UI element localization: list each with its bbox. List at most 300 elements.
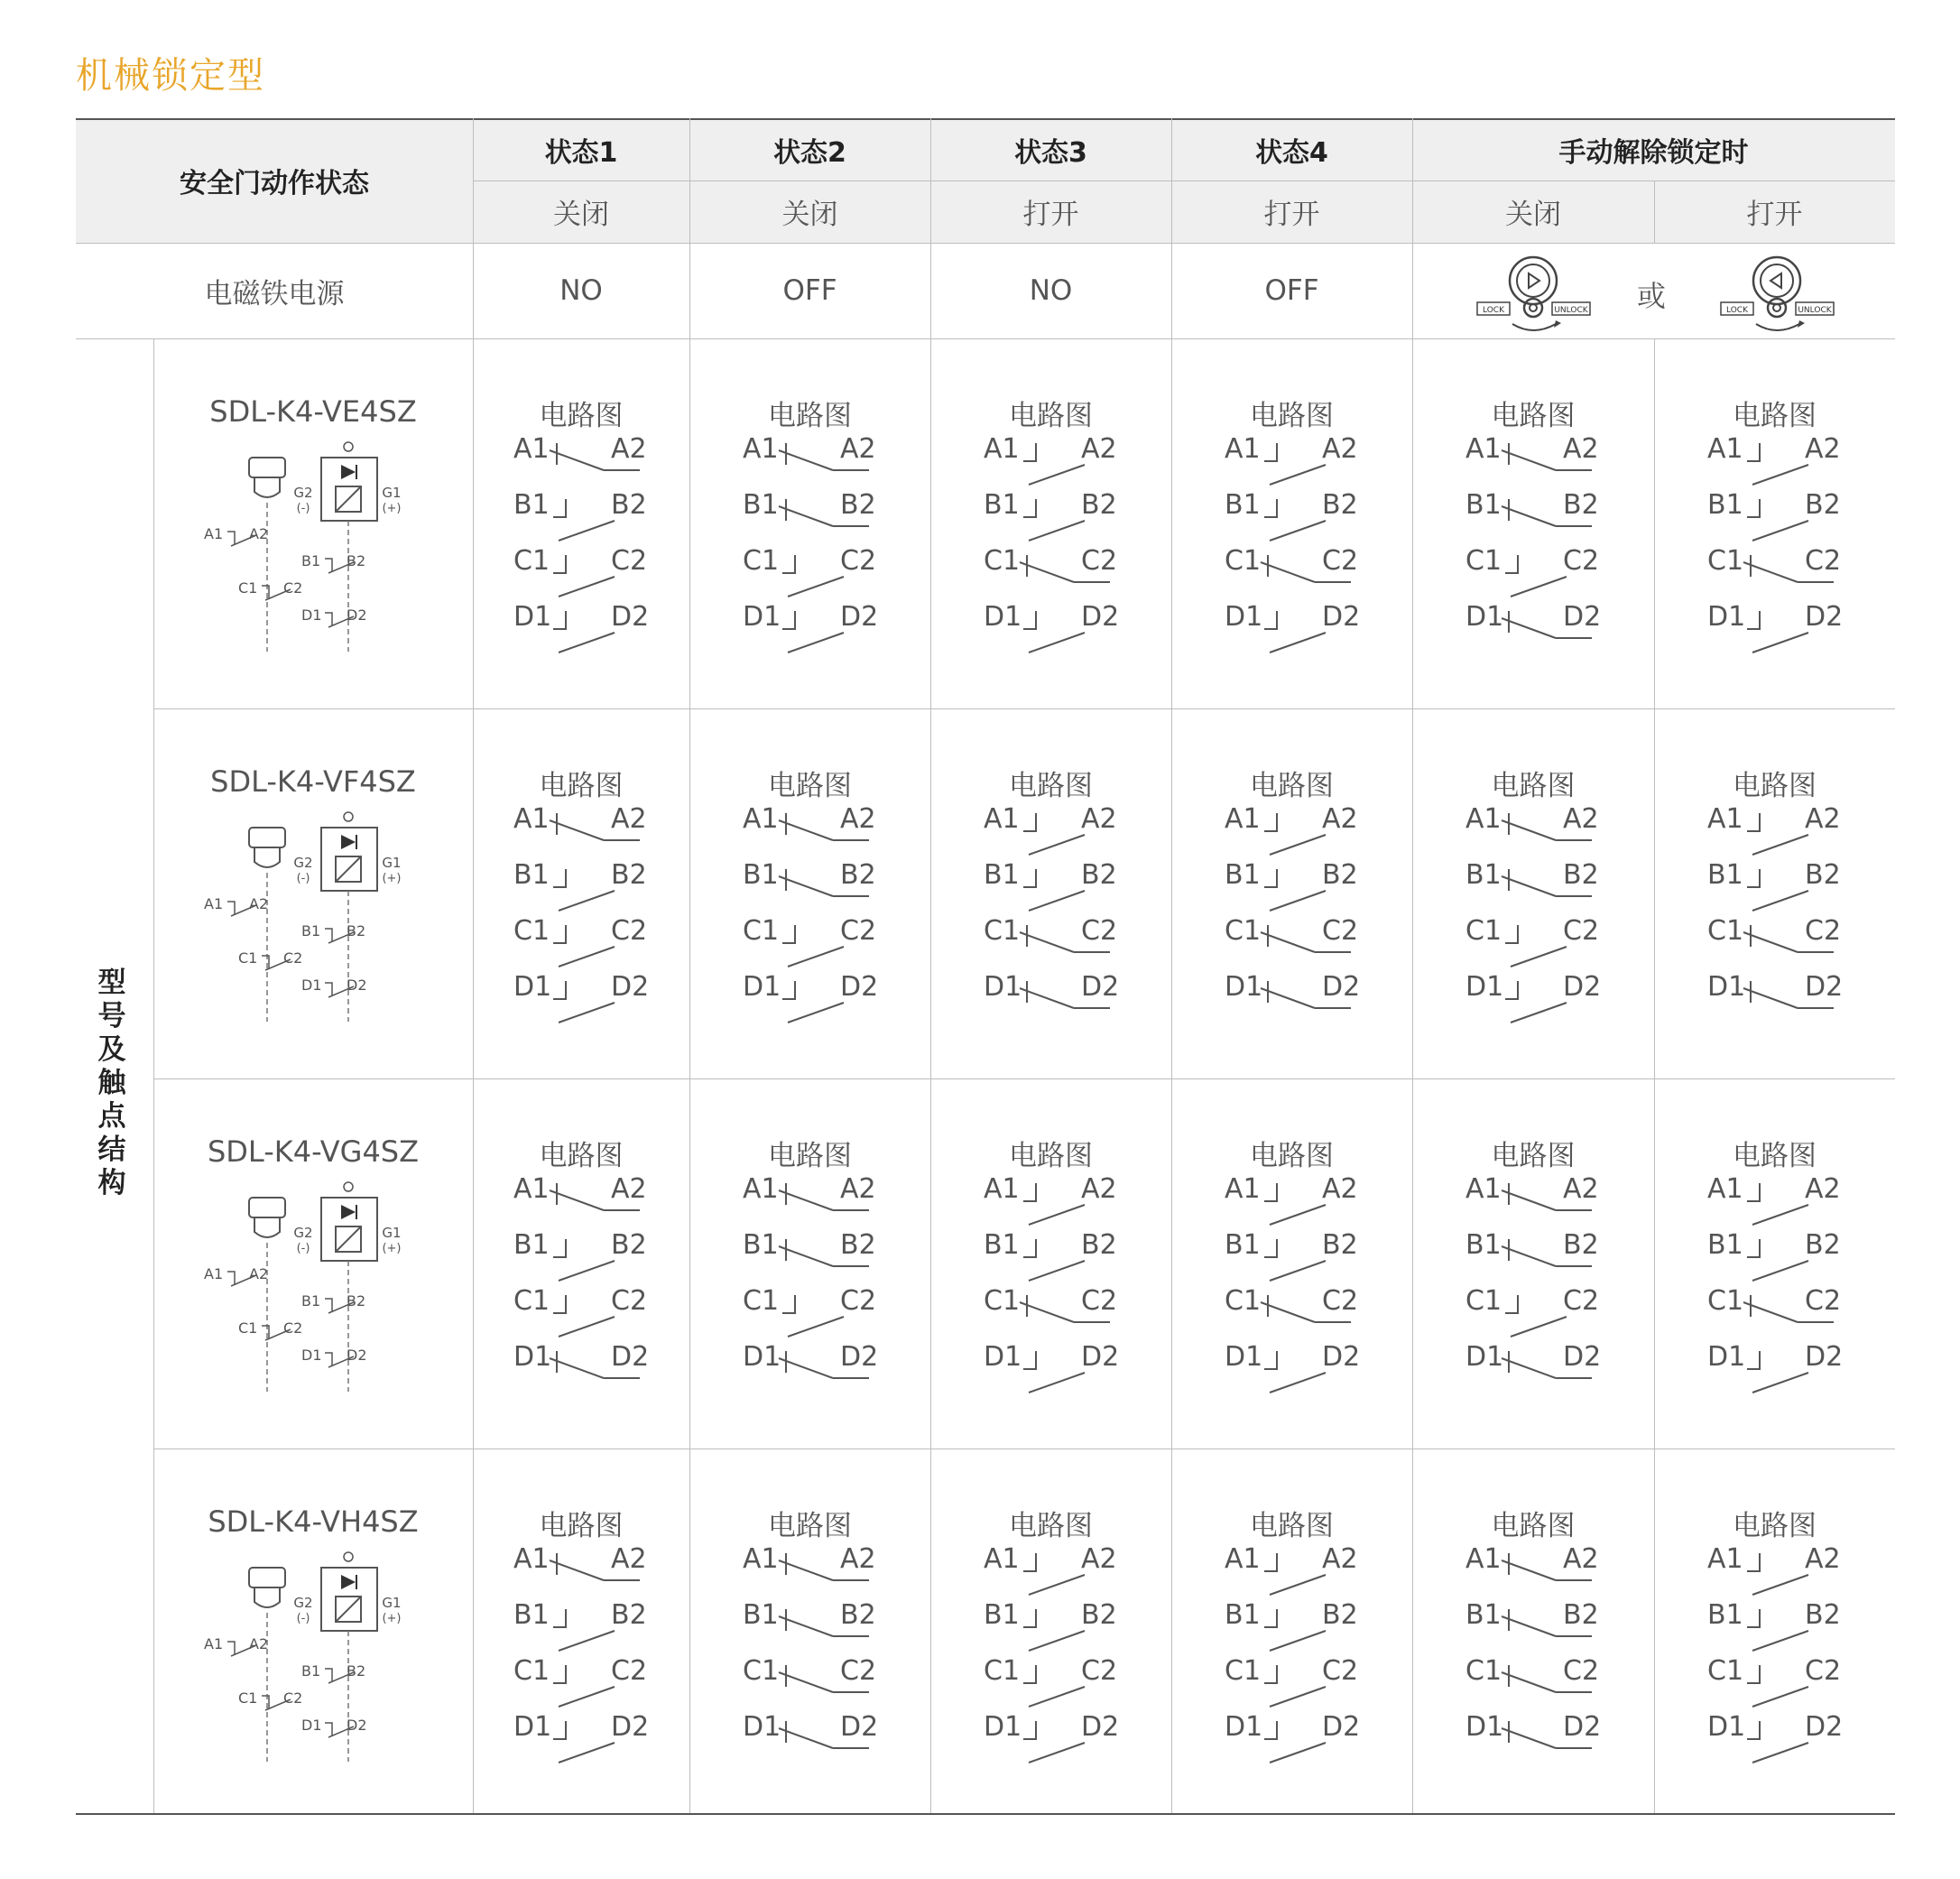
- contact-label-D2: D2: [840, 1711, 879, 1743]
- contact-label-C1: C1: [513, 1285, 550, 1317]
- circuit-title: 电路图: [1009, 400, 1093, 432]
- open-contact: [1747, 1609, 1760, 1627]
- contact-label-D2: D2: [1322, 971, 1361, 1003]
- contact-diagram: [743, 430, 896, 665]
- schematic-contact-D1: D1: [301, 1347, 322, 1364]
- contact-label-B1: B1: [1465, 489, 1502, 521]
- model-name: SDL-K4-VH4SZ: [208, 1504, 419, 1539]
- state-1-door: 关闭: [553, 199, 609, 231]
- knob-unlock-label: UNLOCK: [1554, 306, 1588, 315]
- contact-label-B2: B2: [840, 1229, 876, 1261]
- contact-label-A1: A1: [743, 1543, 779, 1575]
- schematic-contact-A1: A1: [204, 895, 224, 912]
- circuit-title: 电路图: [768, 1140, 852, 1172]
- contact-diagram: [513, 1541, 667, 1775]
- contact-label-D2: D2: [1322, 1341, 1361, 1373]
- circuit-diagram: [930, 1503, 1171, 1773]
- g2-sign: (-): [296, 502, 310, 515]
- contact-diagram: [1707, 430, 1861, 665]
- contact-label-D2: D2: [1805, 1341, 1844, 1373]
- contact-label-D1: D1: [513, 1711, 552, 1743]
- contact-label-B1: B1: [984, 1229, 1020, 1261]
- contact-label-A2: A2: [1322, 1173, 1358, 1205]
- side-label-model-contacts: [85, 967, 139, 1200]
- schematic-contact-A1: A1: [204, 1635, 224, 1652]
- schematic-contact-B1: B1: [301, 922, 321, 940]
- schematic-contact-D1: D1: [301, 1717, 322, 1734]
- contact-label-D1: D1: [1225, 601, 1263, 633]
- open-contact: [1747, 611, 1760, 629]
- led-diode-icon: [341, 1575, 356, 1589]
- circuit-title: 电路图: [1733, 400, 1817, 432]
- contact-label-A2: A2: [1081, 433, 1117, 465]
- state-4-header: 状态4: [1255, 136, 1328, 169]
- g1-sign: (+): [382, 872, 402, 885]
- open-contact: [1023, 499, 1036, 517]
- g2-sign: (-): [296, 1612, 310, 1625]
- open-contact: [1023, 1609, 1036, 1627]
- contact-label-B2: B2: [611, 1229, 647, 1261]
- circuit-title: 电路图: [1250, 1140, 1334, 1172]
- contact-label-C1: C1: [1465, 915, 1502, 947]
- contact-label-B1: B1: [1465, 859, 1502, 891]
- key-icon: [249, 458, 285, 477]
- contact-label-B2: B2: [1563, 489, 1599, 521]
- contact-label-A1: A1: [1225, 1173, 1261, 1205]
- key-icon: [249, 1198, 285, 1217]
- schematic-contact-C1: C1: [238, 579, 258, 597]
- contact-label-C1: C1: [1707, 915, 1744, 947]
- contact-label-A1: A1: [1225, 1543, 1261, 1575]
- grid-line-h5: [153, 1078, 1895, 1079]
- circuit-diagram: [689, 1133, 930, 1403]
- contact-label-A2: A2: [611, 803, 647, 835]
- contact-label-C2: C2: [1322, 1285, 1359, 1317]
- contact-label-C1: C1: [513, 915, 550, 947]
- contact-diagram: [1465, 430, 1619, 665]
- contact-label-B2: B2: [1805, 1599, 1841, 1631]
- contact-label-C1: C1: [743, 1655, 780, 1687]
- circuit-title: 电路图: [1491, 400, 1576, 432]
- contact-label-B2: B2: [1805, 1229, 1841, 1261]
- contact-label-B2: B2: [1322, 1229, 1358, 1261]
- switch-schematic: [197, 1180, 404, 1396]
- open-contact: [1264, 869, 1277, 887]
- contact-label-A1: A1: [513, 1173, 550, 1205]
- contact-label-D2: D2: [1081, 1711, 1120, 1743]
- side-label-char: 号: [97, 1000, 126, 1032]
- contact-label-B1: B1: [1225, 1599, 1261, 1631]
- switch-schematic: [197, 440, 404, 656]
- contact-label-B1: B1: [1707, 859, 1743, 891]
- contact-label-B1: B1: [743, 1599, 779, 1631]
- g1-sign: (+): [382, 1242, 402, 1255]
- grid-line-v6: [1654, 180, 1655, 243]
- contact-label-A1: A1: [984, 1543, 1020, 1575]
- state-3-header: 状态3: [1014, 136, 1087, 169]
- side-label-char: 及: [97, 1033, 126, 1066]
- schematic-contact-C1: C1: [238, 949, 258, 967]
- circuit-diagram: [1171, 763, 1412, 1033]
- model-name: SDL-K4-VE4SZ: [209, 394, 417, 429]
- contact-label-D1: D1: [1465, 971, 1504, 1003]
- open-contact: [1505, 925, 1518, 943]
- contact-label-A2: A2: [840, 803, 876, 835]
- open-contact: [1023, 611, 1036, 629]
- knob-unlock-label-2: UNLOCK: [1798, 306, 1832, 315]
- contact-label-B2: B2: [840, 1599, 876, 1631]
- schematic-contact-C2: C2: [283, 949, 303, 967]
- g2-label: G2: [293, 1595, 313, 1611]
- contact-label-C2: C2: [840, 1655, 877, 1687]
- table-bottom-rule: [76, 1813, 1895, 1815]
- contact-label-C2: C2: [1563, 915, 1600, 947]
- contact-diagram: [984, 1171, 1137, 1405]
- led-diode-icon: [341, 465, 356, 479]
- open-contact: [553, 1239, 566, 1257]
- open-contact: [1264, 813, 1277, 831]
- contact-label-B2: B2: [1322, 489, 1358, 521]
- circuit-title: 电路图: [768, 1510, 852, 1542]
- contact-label-B1: B1: [984, 859, 1020, 891]
- contact-label-C2: C2: [611, 545, 648, 577]
- open-contact: [1264, 1553, 1277, 1571]
- open-contact: [1264, 1351, 1277, 1369]
- contact-diagram: [1707, 1541, 1861, 1775]
- contact-label-B1: B1: [1225, 859, 1261, 891]
- contact-label-B2: B2: [611, 489, 647, 521]
- contact-label-C1: C1: [1225, 915, 1262, 947]
- contact-label-A2: A2: [1081, 1543, 1117, 1575]
- contact-label-A1: A1: [513, 433, 550, 465]
- contact-label-C2: C2: [1081, 545, 1118, 577]
- contact-label-D2: D2: [611, 601, 650, 633]
- schematic-contact-D2: D2: [347, 1347, 367, 1364]
- contact-label-A1: A1: [984, 433, 1020, 465]
- contact-label-B2: B2: [1081, 1599, 1117, 1631]
- open-contact: [553, 555, 566, 573]
- power-state-3: NO: [1029, 274, 1073, 307]
- contact-diagram: [1465, 801, 1619, 1035]
- circuit-diagram: [473, 1503, 689, 1773]
- circuit-title: 电路图: [1491, 770, 1576, 802]
- open-contact: [1023, 1183, 1036, 1201]
- schematic-contact-B2: B2: [347, 922, 366, 940]
- schematic-contact-C1: C1: [238, 1689, 258, 1707]
- open-contact: [1023, 869, 1036, 887]
- contact-label-A2: A2: [1805, 803, 1841, 835]
- open-contact: [1023, 1239, 1036, 1257]
- open-contact: [1264, 499, 1277, 517]
- contact-label-A1: A1: [513, 1543, 550, 1575]
- contact-label-D2: D2: [1081, 1341, 1120, 1373]
- contact-label-C2: C2: [1805, 1655, 1842, 1687]
- contact-label-D1: D1: [513, 971, 552, 1003]
- grid-line-h1: [473, 180, 1895, 181]
- contact-label-B1: B1: [513, 859, 550, 891]
- open-contact: [553, 611, 566, 629]
- contact-label-D1: D1: [1225, 1711, 1263, 1743]
- contact-label-C1: C1: [743, 1285, 780, 1317]
- circuit-diagram: [930, 1133, 1171, 1403]
- circuit-title: 电路图: [1733, 770, 1817, 802]
- model-name: SDL-K4-VG4SZ: [207, 1134, 420, 1169]
- circuit-diagram: [1171, 1133, 1412, 1403]
- open-contact: [1264, 1665, 1277, 1683]
- g2-sign: (-): [296, 872, 310, 885]
- grid-line-h2: [76, 243, 1895, 244]
- side-label-char: 触: [97, 1067, 126, 1099]
- contact-label-C1: C1: [1225, 1655, 1262, 1687]
- schematic-contact-A2: A2: [249, 1265, 269, 1282]
- circuit-diagram: [689, 763, 930, 1033]
- contact-table: [76, 118, 1895, 1815]
- g2-label: G2: [293, 485, 313, 501]
- contact-label-A2: A2: [1081, 803, 1117, 835]
- contact-diagram: [1225, 430, 1378, 665]
- led-diode-icon: [341, 835, 356, 849]
- open-contact: [1264, 1239, 1277, 1257]
- contact-label-D1: D1: [1707, 1341, 1746, 1373]
- state-2-header: 状态2: [773, 136, 846, 169]
- open-contact: [782, 1295, 795, 1313]
- side-label-char: 结: [97, 1134, 126, 1166]
- power-state-2: OFF: [782, 274, 837, 307]
- contact-label-D2: D2: [1563, 1711, 1602, 1743]
- contact-label-C2: C2: [840, 1285, 877, 1317]
- contact-label-B2: B2: [1322, 859, 1358, 891]
- contact-label-C2: C2: [1805, 545, 1842, 577]
- contact-label-A1: A1: [1225, 803, 1261, 835]
- contact-label-A2: A2: [1322, 433, 1358, 465]
- circuit-title: 电路图: [1009, 1510, 1093, 1542]
- open-contact: [782, 611, 795, 629]
- g2-sign: (-): [296, 1242, 310, 1255]
- circuit-title: 电路图: [539, 1510, 624, 1542]
- or-text: 或: [1637, 279, 1667, 313]
- contact-label-D1: D1: [984, 971, 1022, 1003]
- contact-label-B2: B2: [1081, 489, 1117, 521]
- manual-open-door: 打开: [1746, 199, 1803, 231]
- contact-label-A2: A2: [611, 1173, 647, 1205]
- open-contact: [1023, 443, 1036, 461]
- open-contact: [553, 1665, 566, 1683]
- contact-label-A2: A2: [840, 433, 876, 465]
- circuit-diagram: [1412, 1503, 1654, 1773]
- contact-label-D1: D1: [1465, 1711, 1504, 1743]
- key-icon: [249, 828, 285, 847]
- contact-label-D2: D2: [611, 1341, 650, 1373]
- open-contact: [1023, 1721, 1036, 1739]
- contact-diagram: [743, 801, 896, 1035]
- schematic-contact-A2: A2: [249, 895, 269, 912]
- open-contact: [1264, 1721, 1277, 1739]
- contact-label-D1: D1: [984, 601, 1022, 633]
- schematic-contact-D1: D1: [301, 977, 322, 994]
- contact-diagram: [1707, 1171, 1861, 1405]
- g2-label: G2: [293, 1225, 313, 1241]
- g1-label: G1: [382, 485, 402, 501]
- contact-label-B1: B1: [513, 489, 550, 521]
- contact-label-B1: B1: [984, 489, 1020, 521]
- contact-label-D1: D1: [743, 971, 781, 1003]
- circuit-title: 电路图: [1733, 1510, 1817, 1542]
- contact-label-A2: A2: [611, 1543, 647, 1575]
- contact-label-D1: D1: [743, 1711, 781, 1743]
- circuit-diagram: [1654, 763, 1895, 1033]
- contact-label-A2: A2: [1563, 1173, 1599, 1205]
- circuit-diagram: [1412, 393, 1654, 663]
- open-contact: [553, 499, 566, 517]
- contact-label-B2: B2: [611, 859, 647, 891]
- contact-label-A1: A1: [743, 433, 779, 465]
- schematic-contact-C2: C2: [283, 1689, 303, 1707]
- contact-label-D1: D1: [1707, 971, 1746, 1003]
- contact-label-A2: A2: [1563, 433, 1599, 465]
- contact-label-A2: A2: [840, 1173, 876, 1205]
- manual-release-header: 手动解除锁定时: [1558, 136, 1749, 169]
- schematic-contact-B1: B1: [301, 552, 321, 569]
- contact-label-C2: C2: [1322, 545, 1359, 577]
- contact-label-A1: A1: [1465, 803, 1502, 835]
- grid-line-h4: [153, 708, 1895, 709]
- contact-label-B2: B2: [840, 859, 876, 891]
- contact-label-B2: B2: [1805, 489, 1841, 521]
- side-label-char: 点: [97, 1100, 126, 1133]
- manual-closed-door: 关闭: [1505, 199, 1561, 231]
- state-1-header: 状态1: [544, 136, 618, 169]
- contact-label-B1: B1: [1707, 489, 1743, 521]
- contact-label-A2: A2: [1805, 433, 1841, 465]
- open-contact: [553, 925, 566, 943]
- contact-diagram: [513, 430, 667, 665]
- contact-label-B1: B1: [743, 859, 779, 891]
- contact-label-D2: D2: [1805, 601, 1844, 633]
- contact-label-A2: A2: [1805, 1173, 1841, 1205]
- circuit-diagram: [1654, 1503, 1895, 1773]
- contact-diagram: [1465, 1541, 1619, 1775]
- schematic-contact-A1: A1: [204, 1265, 224, 1282]
- contact-label-D1: D1: [743, 1341, 781, 1373]
- open-contact: [1023, 813, 1036, 831]
- contact-label-A2: A2: [1563, 1543, 1599, 1575]
- circuit-title: 电路图: [1250, 770, 1334, 802]
- open-contact: [1747, 869, 1760, 887]
- model-name: SDL-K4-VF4SZ: [210, 764, 416, 799]
- contact-label-C2: C2: [1563, 545, 1600, 577]
- contact-label-C1: C1: [984, 1655, 1021, 1687]
- contact-label-C2: C2: [1322, 915, 1359, 947]
- circuit-diagram: [689, 393, 930, 663]
- contact-label-A2: A2: [1081, 1173, 1117, 1205]
- g1-sign: (+): [382, 1612, 402, 1625]
- table-top-rule: [76, 118, 1895, 120]
- g2-label: G2: [293, 855, 313, 871]
- contact-label-D2: D2: [840, 971, 879, 1003]
- contact-label-B1: B1: [984, 1599, 1020, 1631]
- contact-label-D1: D1: [984, 1341, 1022, 1373]
- schematic-contact-A1: A1: [204, 525, 224, 542]
- open-contact: [1505, 1295, 1518, 1313]
- circuit-diagram: [1654, 1133, 1895, 1403]
- contact-label-A1: A1: [1465, 1173, 1502, 1205]
- schematic-contact-A2: A2: [249, 525, 269, 542]
- contact-label-C2: C2: [611, 1655, 648, 1687]
- contact-label-D1: D1: [513, 601, 552, 633]
- circuit-diagram: [1412, 763, 1654, 1033]
- contact-label-C1: C1: [743, 545, 780, 577]
- open-contact: [782, 981, 795, 999]
- contact-label-C1: C1: [1225, 1285, 1262, 1317]
- contact-label-C1: C1: [743, 915, 780, 947]
- contact-label-C1: C1: [1465, 1285, 1502, 1317]
- switch-schematic: [197, 1550, 404, 1766]
- contact-label-C2: C2: [1805, 1285, 1842, 1317]
- contact-label-C1: C1: [513, 545, 550, 577]
- open-contact: [1747, 1665, 1760, 1683]
- knob-lock-label: LOCK: [1483, 306, 1504, 315]
- contact-label-A1: A1: [743, 1173, 779, 1205]
- open-contact: [1023, 1665, 1036, 1683]
- circuit-diagram: [473, 1133, 689, 1403]
- circuit-title: 电路图: [768, 770, 852, 802]
- contact-label-A2: A2: [611, 433, 647, 465]
- contact-label-A2: A2: [1563, 803, 1599, 835]
- circuit-title: 电路图: [1250, 400, 1334, 432]
- power-state-4: OFF: [1264, 274, 1319, 307]
- open-contact: [1505, 981, 1518, 999]
- open-contact: [553, 869, 566, 887]
- schematic-contact-B1: B1: [301, 1292, 321, 1310]
- open-contact: [1747, 813, 1760, 831]
- contact-label-B2: B2: [1563, 1229, 1599, 1261]
- contact-label-A1: A1: [1707, 1173, 1743, 1205]
- open-contact: [1264, 443, 1277, 461]
- contact-label-A1: A1: [743, 803, 779, 835]
- contact-label-D2: D2: [1563, 971, 1602, 1003]
- lock-knob-icon: [1475, 248, 1592, 338]
- open-contact: [1747, 1351, 1760, 1369]
- contact-label-B2: B2: [1563, 1599, 1599, 1631]
- contact-diagram: [743, 1541, 896, 1775]
- contact-label-A2: A2: [1322, 1543, 1358, 1575]
- open-contact: [782, 555, 795, 573]
- contact-label-C2: C2: [1322, 1655, 1359, 1687]
- schematic-contact-C2: C2: [283, 579, 303, 597]
- circuit-title: 电路图: [1491, 1510, 1576, 1542]
- open-contact: [1264, 611, 1277, 629]
- open-contact: [1747, 443, 1760, 461]
- contact-label-D1: D1: [1707, 601, 1746, 633]
- circuit-title: 电路图: [1009, 1140, 1093, 1172]
- contact-label-C1: C1: [1225, 545, 1262, 577]
- contact-label-B1: B1: [513, 1229, 550, 1261]
- contact-label-C2: C2: [1563, 1655, 1600, 1687]
- contact-label-C2: C2: [1081, 1285, 1118, 1317]
- open-contact: [1264, 1609, 1277, 1627]
- contact-label-B1: B1: [513, 1599, 550, 1631]
- state-2-door: 关闭: [781, 199, 838, 231]
- contact-diagram: [743, 1171, 896, 1405]
- contact-label-C2: C2: [611, 1285, 648, 1317]
- open-contact: [1747, 1553, 1760, 1571]
- contact-diagram: [1465, 1171, 1619, 1405]
- schematic-contact-B2: B2: [347, 1292, 366, 1310]
- contact-label-A1: A1: [1465, 1543, 1502, 1575]
- contact-label-C2: C2: [1805, 915, 1842, 947]
- contact-label-D2: D2: [1563, 601, 1602, 633]
- contact-label-D2: D2: [840, 1341, 879, 1373]
